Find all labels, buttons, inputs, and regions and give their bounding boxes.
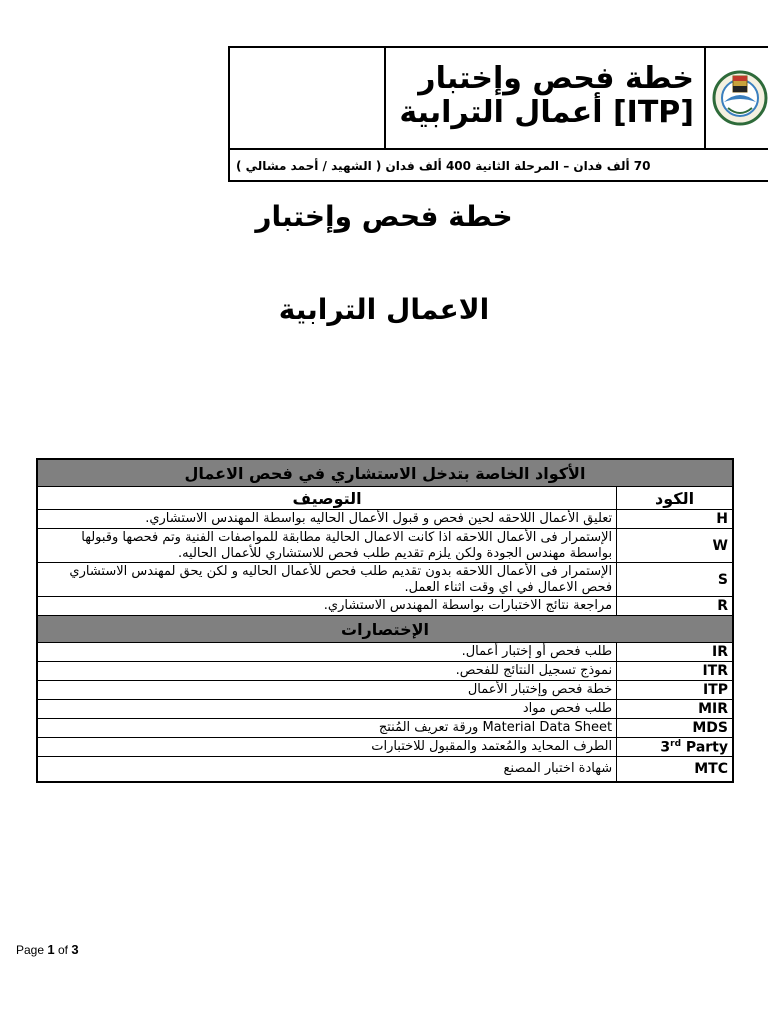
footer-of-word: of: [57, 943, 68, 957]
header-empty-cell: [230, 48, 386, 148]
row-code: S: [617, 563, 733, 597]
row-code: MIR: [617, 700, 733, 719]
row-code-third-party: [617, 738, 733, 757]
row-description: شهادة اختبار المصنع: [37, 757, 617, 783]
column-header-code: الكود: [617, 487, 733, 510]
table-row: [37, 662, 733, 681]
row-description: الطرف المحايد والمُعتمد والمقبول للاختبارات: [37, 738, 617, 757]
code-number: 3: [660, 739, 671, 756]
page-footer: [16, 942, 79, 957]
codes-section-header: [37, 459, 733, 487]
row-description: مراجعة نتائج الاختبارات بواسطة المهندس الاستشاري.: [37, 597, 617, 616]
table-row: [37, 681, 733, 700]
table-row: [37, 597, 733, 616]
document-title: خطة فحص وإختبار: [255, 200, 513, 233]
footer-page-total: 3: [71, 942, 79, 957]
organization-logo: [710, 58, 768, 138]
code-rest: Party: [681, 739, 728, 756]
project-name: 70 ألف فدان – المرحلة الثانية 400 ألف فدان ( الشهيد / أحمد مشالي ): [236, 159, 651, 173]
row-description: نموذج تسجيل النتائج للفحص.: [37, 662, 617, 681]
row-description: تعليق الأعمال اللاحقه لحين فحص و قبول الأعمال الحاليه بواسطة المهندس الاستشاري.: [37, 510, 617, 529]
document-header: [228, 46, 768, 182]
footer-page-word: Page: [16, 943, 45, 957]
table-row: [37, 529, 733, 563]
abbreviations-section-title: الإختصارات: [37, 616, 733, 643]
row-description: خطة فحص وإختبار الأعمال: [37, 681, 617, 700]
table-row: [37, 510, 733, 529]
row-code: ITP: [617, 681, 733, 700]
row-code: H: [617, 510, 733, 529]
row-code: MDS: [617, 719, 733, 738]
header-top-row: [230, 48, 768, 150]
header-title: [386, 48, 706, 148]
row-description: Material Data Sheet ورقة تعريف المُنتج: [37, 719, 617, 738]
row-code: IR: [617, 643, 733, 662]
codes-section-title: الأكواد الخاصة بتدخل الاستشاري في فحص الاعمال: [37, 459, 733, 487]
row-description: طلب فحص أو إختبار أعمال.: [37, 643, 617, 662]
table-row: [37, 719, 733, 738]
table-row: [37, 643, 733, 662]
header-title-line1: خطة فحص وإختبار: [418, 61, 694, 96]
header-project-row: [230, 150, 768, 182]
row-description: الإستمرار فى الأعمال اللاحقه بدون تقديم طلب فحص للأعمال الحاليه و لكن يحق لمهندس الاستشاري فحص الاعمال في اي وقت اثناء العمل.: [37, 563, 617, 597]
abbreviations-section-header: [37, 616, 733, 643]
row-code: R: [617, 597, 733, 616]
table-row: [37, 563, 733, 597]
table-row: [37, 700, 733, 719]
column-header-row: [37, 487, 733, 510]
row-code: MTC: [617, 757, 733, 783]
row-code: W: [617, 529, 733, 563]
header-title-line2: [ITP] أعمال الترابية: [399, 95, 694, 130]
table-row: [37, 757, 733, 783]
code-superscript: rd: [670, 738, 682, 749]
row-description: طلب فحص مواد: [37, 700, 617, 719]
footer-page-number: 1: [47, 942, 55, 957]
column-header-description: التوصيف: [37, 487, 617, 510]
document-subtitle: الاعمال الترابية: [278, 293, 490, 326]
codes-table: [36, 458, 734, 783]
row-code: ITR: [617, 662, 733, 681]
table-row: [37, 738, 733, 757]
row-description: الإستمرار فى الأعمال اللاحقه اذا كانت الاعمال الحالية مطابقة للمواصفات الفنية وتم فحصها وقبولها بواسطة مهندس الجودة ولكن يلزم تقديم طلب فحص للاستشاري للأعمال الحاليه.: [37, 529, 617, 563]
